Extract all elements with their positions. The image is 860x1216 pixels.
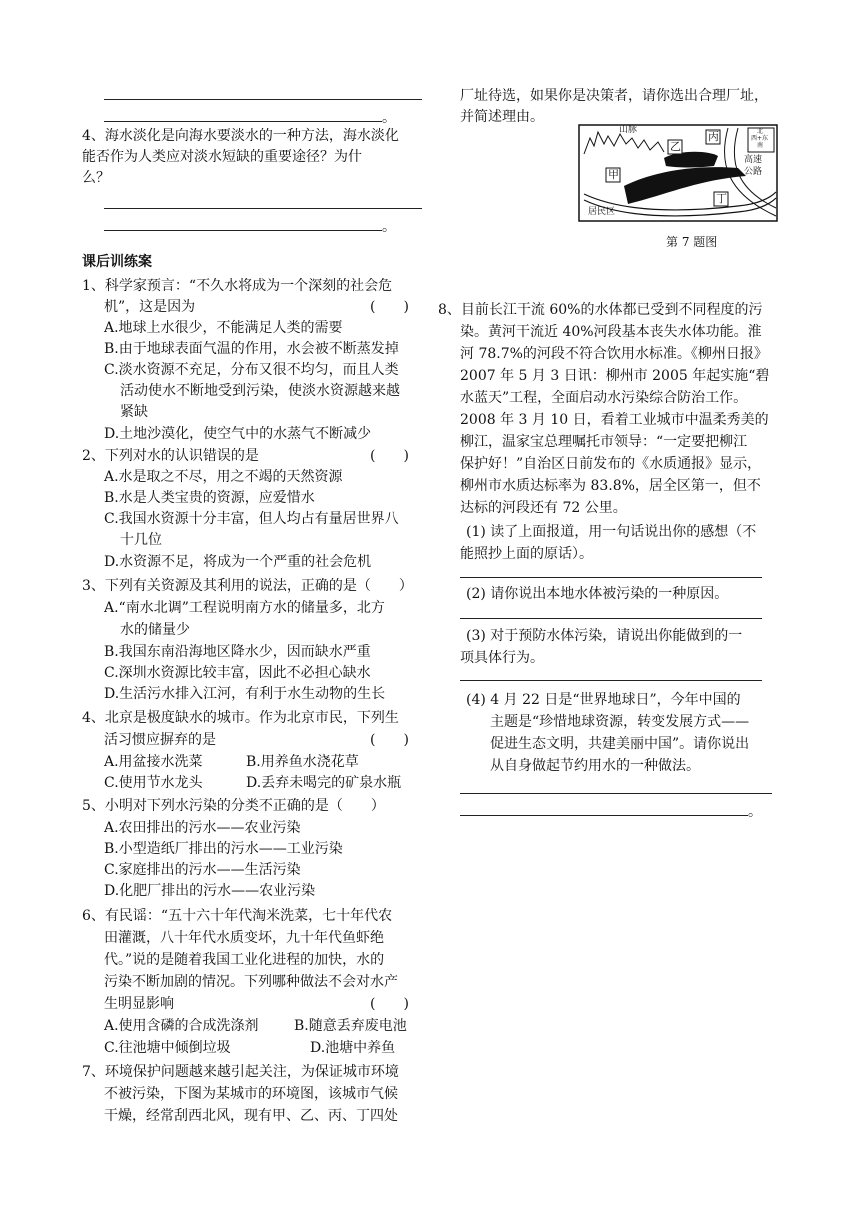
q5-option[interactable]: A.农田排出的污水——农业污染 <box>104 820 301 836</box>
q8-text: 水蓝天”工程，全面启动水污染综合防治工作。 <box>460 390 748 406</box>
q5-option[interactable]: D.化肥厂排出的污水——农业污染 <box>104 883 316 899</box>
answer-line[interactable] <box>104 121 382 122</box>
q7-stem: 不被污染，下图为某城市的环境图，该城市气候 <box>104 1086 398 1102</box>
q1-option: 紧缺 <box>120 404 148 420</box>
q6-option[interactable]: C.往池塘中倾倒垃圾 <box>104 1040 231 1056</box>
answer-line[interactable] <box>460 618 762 619</box>
q8-sub1: 能照抄上面的原话）。 <box>460 546 593 562</box>
q1-option[interactable]: B.由于地球表面气温的作用，水会被不断蒸发掉 <box>104 341 399 357</box>
q5-option[interactable]: C.家庭排出的污水——生活污染 <box>104 862 301 878</box>
answer-line[interactable] <box>460 680 762 681</box>
q4-stem: 活习惯应摒弃的是 <box>104 732 216 748</box>
map-label-jia: 甲 <box>608 168 619 181</box>
q2-option[interactable]: D.水资源不足，将成为一个严重的社会危机 <box>104 554 372 570</box>
map-label-mountain: 山脉 <box>619 125 638 135</box>
q4-option[interactable]: A.用盆接水洗菜 <box>104 754 203 770</box>
q8-text: 染。黄河干流近 40%河段基本丧失水体功能。淮 <box>460 324 762 340</box>
q1-option[interactable]: D.土地沙漠化，使空气中的水蒸气不断减少 <box>104 426 372 442</box>
compass-label: 西+东 <box>751 135 769 142</box>
q8-sub1: (1) 读了上面报道，用一句话说出你的感想（不 <box>466 524 757 540</box>
answer-paren[interactable]: ( ) <box>370 299 409 315</box>
q5-option[interactable]: B.小型造纸厂排出的污水——工业污染 <box>104 841 343 857</box>
compass-label: 北 <box>757 128 764 135</box>
q2-option[interactable]: A.水是取之不尽，用之不竭的天然资源 <box>104 469 343 485</box>
q6-option[interactable]: B.随意丢弃废电池 <box>294 1018 407 1034</box>
end-mark: 。 <box>748 804 762 820</box>
q8-text: 柳州市水质达标率为 83.8%，居全区第一，但不 <box>460 478 761 494</box>
answer-paren[interactable]: ( ) <box>370 732 409 748</box>
q8-sub4: (4) 4 月 22 日是“世界地球日”，今年中国的 <box>466 692 741 708</box>
answer-line[interactable] <box>460 815 748 816</box>
q3-option[interactable]: C.深圳水资源比较丰富，因此不必担心缺水 <box>104 665 371 681</box>
q6-option[interactable]: D.池塘中养鱼 <box>310 1040 396 1056</box>
answer-line[interactable] <box>460 793 772 794</box>
q6-stem: 代。”说的是随着我国工业化进程的加快，水的 <box>104 952 385 968</box>
q8-sub3: 项具体行为。 <box>460 650 544 666</box>
q8-sub2: (2) 请你说出本地水体被污染的一种原因。 <box>466 586 729 602</box>
q6-stem: 生明显影响 <box>104 996 174 1012</box>
figure-caption: 第 7 题图 <box>666 235 718 249</box>
q-top4-line: 么？ <box>82 170 110 186</box>
q7-cont: 厂址待选，如果你是决策者，请你选出合理厂址， <box>460 88 768 104</box>
q8-text: 达标的河段还有 72 公里。 <box>460 500 627 516</box>
q1-option: 活动使水不断地受到污染，使淡水资源越来越 <box>120 383 400 399</box>
q3-option[interactable]: A.“南水北调”工程说明南方水的储量多，北方 <box>104 600 385 616</box>
q-top4-line: 能否作为人类应对淡水短缺的重要途径？为什 <box>82 149 362 165</box>
q8-sub3: (3) 对于预防水体污染，请说出你能做到的一 <box>466 628 743 644</box>
q8-sub4: 主题是“珍惜地球资源，转变发展方式—— <box>490 714 750 730</box>
q8-text: 河 78.7%的河段不符合饮用水标准。《柳州日报》 <box>460 346 768 362</box>
q8-text: 保护好！”自治区日前发布的《水质通报》显示， <box>460 456 762 472</box>
q1-option[interactable]: C.淡水资源不充足，分布又很不均匀，而且人类 <box>104 362 399 378</box>
q4-option[interactable]: C.使用节水龙头 <box>104 775 203 791</box>
answer-line[interactable] <box>104 208 422 209</box>
q8-text: 2007 年 5 月 3 日讯：柳州市 2005 年起实施“碧 <box>460 368 770 384</box>
q8-text: 柳江，温家宝总理嘱托市领导：“一定要把柳江 <box>460 434 748 450</box>
q6-stem: 污染不断加剧的情况。下列哪种做法不会对水产 <box>104 974 398 990</box>
q1-stem: 1、科学家预言：“不久水将成为一个深刻的社会危 <box>82 278 393 294</box>
section-title: 课后训练案 <box>82 254 152 270</box>
q1-stem: 机”，这是因为 <box>104 299 196 315</box>
q5-stem: 5、小明对下列水污染的分类不正确的是（ ） <box>82 798 385 814</box>
map-label-highway: 高速 <box>744 155 763 165</box>
map-label-highway: 公路 <box>744 167 763 177</box>
map-label-yi: 乙 <box>670 140 681 153</box>
map-label-residential: 居民区 <box>588 207 616 217</box>
q3-option[interactable]: D.生活污水排入江河，有利于水生动物的生长 <box>104 686 386 702</box>
end-mark: 。 <box>382 219 396 235</box>
q3-stem: 3、下列有关资源及其利用的说法，正确的是（ ） <box>82 578 413 594</box>
q3-option[interactable]: B.我国东南沿海地区降水少，因而缺水严重 <box>104 644 371 660</box>
answer-line[interactable] <box>104 99 422 100</box>
q6-stem: 田灌溉，八十年代水质变坏，九十年代鱼虾绝 <box>104 930 384 946</box>
answer-line[interactable] <box>104 230 382 231</box>
q2-option: 十几位 <box>120 532 162 548</box>
q2-stem: 2、下列对水的认识错误的是 <box>82 448 259 464</box>
q8-sub4: 从自身做起节约用水的一种做法。 <box>490 758 700 774</box>
q8-text: 2008 年 3 月 10 日，看着工业城市中温柔秀美的 <box>460 412 769 428</box>
q8-text: 8、目前长江干流 60%的水体都已受到不同程度的污 <box>438 302 763 318</box>
q2-option[interactable]: B.水是人类宝贵的资源，应爱惜水 <box>104 490 315 506</box>
map-label-bing: 丙 <box>708 130 719 143</box>
q6-option[interactable]: A.使用含磷的合成洗涤剂 <box>104 1018 259 1034</box>
q7-stem: 7、环境保护问题越来越引起关注，为保证城市环境 <box>82 1064 399 1080</box>
end-mark: 。 <box>382 110 396 126</box>
q4-option[interactable]: D.丢弃未喝完的矿泉水瓶 <box>246 775 402 791</box>
q8-sub4: 促进生态文明，共建美丽中国”。请你说出 <box>490 736 750 752</box>
answer-paren[interactable]: ( ) <box>370 448 409 464</box>
q7-cont: 并简述理由。 <box>460 109 544 125</box>
q7-stem: 干燥，经常刮西北风，现有甲、乙、丙、丁四处 <box>104 1108 398 1124</box>
q4-stem: 4、北京是极度缺水的城市。作为北京市民，下列生 <box>82 710 399 726</box>
q3-option: 水的储量少 <box>120 622 190 638</box>
answer-paren[interactable]: ( ) <box>370 996 409 1012</box>
q6-stem: 6、有民谣：“五十六十年代淘米洗菜，七十年代农 <box>82 908 393 924</box>
answer-line[interactable] <box>460 577 762 578</box>
q2-option[interactable]: C.我国水资源十分丰富，但人均占有量居世界八 <box>104 511 399 527</box>
q1-option[interactable]: A.地球上水很少，不能满足人类的需要 <box>104 320 343 336</box>
q-top4-line: 4、海水淡化是向海水要淡水的一种方法，海水淡化 <box>82 128 399 144</box>
map-label-ding: 丁 <box>716 192 727 205</box>
q4-option[interactable]: B.用养鱼水浇花草 <box>246 754 359 770</box>
compass-label: 南 <box>757 142 764 149</box>
